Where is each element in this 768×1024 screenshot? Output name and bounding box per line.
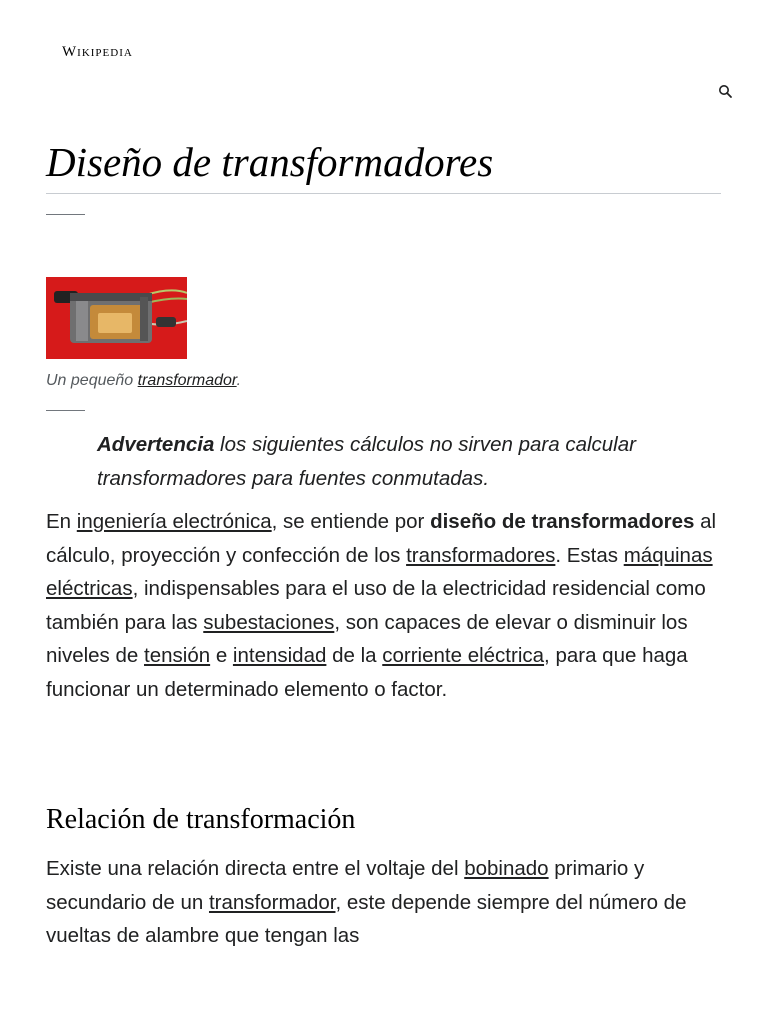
section-divider-caption — [46, 410, 85, 411]
text: , son capaces de elevar o disminuir los niveles de — [46, 610, 688, 667]
transformer-image — [46, 277, 187, 359]
text: al cálculo, proyección y confección de los — [46, 510, 717, 567]
warning-hatnote — [97, 428, 737, 496]
link-bobinado[interactable]: bobinado — [464, 857, 549, 880]
text: , este depende siempre del número de vueltas de alambre que tengan las — [46, 890, 687, 947]
text: , se entiende por — [271, 510, 431, 533]
page-title: Diseño de transformadores — [46, 139, 494, 185]
caption-link-transformador[interactable]: transformador — [137, 372, 237, 389]
title-divider — [46, 193, 721, 194]
link-subestaciones[interactable]: subestaciones — [203, 610, 335, 634]
link-ingenieria-electronica[interactable]: ingeniería electrónica — [76, 510, 272, 533]
text: . Estas — [555, 543, 624, 567]
link-corriente-electrica[interactable]: corriente eléctrica — [382, 644, 545, 667]
link-transformadores[interactable]: transformadores — [406, 543, 556, 567]
text: e — [210, 644, 233, 667]
text: Existe una relación directa entre el voltaje del — [46, 857, 465, 880]
link-maquinas-electricas[interactable]: máquinas eléctricas — [46, 543, 713, 600]
section-paragraph — [46, 852, 736, 953]
hatnote-end: . — [483, 467, 490, 490]
intro-paragraph — [46, 505, 736, 706]
link-fuentes-conmutadas[interactable]: fuentes conmutadas — [298, 467, 484, 490]
search-button[interactable] — [716, 82, 736, 102]
search-icon — [716, 82, 736, 102]
bold-term: diseño de transformadores — [430, 510, 695, 533]
text: primario y secundario de un — [46, 857, 645, 914]
wikipedia-logo[interactable]: Wikipedia — [62, 44, 133, 60]
caption-text: Un pequeño — [46, 372, 138, 389]
link-intensidad[interactable]: intensidad — [232, 644, 327, 667]
page-header — [0, 0, 768, 120]
text: , para que haga funcionar un determinado elemento o factor. — [46, 644, 688, 701]
link-tension[interactable]: tensión — [144, 644, 211, 667]
section-divider-top — [46, 214, 85, 215]
transformer-thumbnail[interactable] — [46, 277, 187, 359]
text: de la — [326, 644, 383, 667]
hatnote-bold: Advertencia — [97, 433, 215, 456]
image-caption — [46, 372, 241, 390]
link-transformador[interactable]: transformador — [208, 890, 336, 914]
text: , indispensables para el uso de la electricidad residencial como también para las — [46, 577, 706, 634]
text: En — [46, 510, 77, 533]
section-heading-relacion[interactable]: Relación de transformación — [46, 804, 356, 835]
caption-suffix: . — [236, 372, 242, 389]
hatnote-text: los siguientes cálculos no sirven para calcular transformadores para — [97, 433, 636, 490]
